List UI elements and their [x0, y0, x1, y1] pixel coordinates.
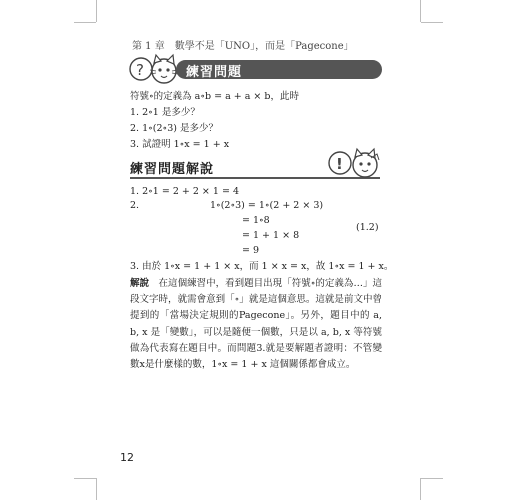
crop-mark [421, 478, 443, 479]
solution-line: 1. 2∘1 = 2 + 2 × 1 = 4 [130, 186, 240, 197]
exercise-title-banner [176, 60, 382, 79]
crop-mark [74, 22, 96, 23]
solution-title: 練習問題解說 [130, 162, 215, 177]
exercise-title: 練習問題 [186, 65, 243, 80]
crop-mark [420, 478, 421, 500]
mascot-cat-exclamation-icon [326, 146, 382, 180]
exercise-item: 1. 2∘1 是多少？ [130, 107, 200, 118]
running-header: 第 1 章 數學不是「UNO」，而是「Pagecone」 [132, 41, 354, 52]
equation-line: 1∘(2∘3) = 1∘(2 + 2 × 3) [210, 200, 324, 211]
crop-mark [421, 22, 443, 23]
crop-mark [420, 0, 421, 22]
explanation-text: 在這個練習中，看到題目出現「符號∘的定義為…」這段文字時，就需會意到「∘」就是這個意思。這就是前文中曾提到的「當場決定規則的Pagecone」。另外，題目中的 a, b, x 是「變數」，可以是隨便一個數，只是以 a, b, x 等符號做為代表寫在題目中。而問題3.就是要解題者證明：不管變數x是什麼樣的數，1∘x = 1 + x 這個關係都會成立。 [130, 278, 382, 371]
page-number: 12 [120, 451, 134, 464]
equation-number: (1.2) [356, 222, 379, 233]
equation-line: = 1∘8 [242, 215, 270, 226]
svg-text:?: ? [136, 61, 144, 79]
crop-mark [96, 478, 97, 500]
exercise-item: 3. 試證明 1∘x = 1 + x [130, 139, 230, 150]
equation-line: = 9 [242, 245, 260, 256]
crop-mark [96, 0, 97, 22]
explanation-paragraph [130, 276, 382, 373]
exercise-item: 2. 1∘(2∘3) 是多少？ [130, 123, 218, 134]
solution-item-label: 2. [130, 200, 140, 211]
equation-line: = 1 + 1 × 8 [242, 230, 300, 241]
explanation-label: 解說 [130, 278, 150, 289]
exercise-intro: 符號∘的定義為 a∘b = a + a × b，此時 [130, 91, 299, 102]
crop-mark [74, 478, 96, 479]
svg-text:!: ! [336, 155, 343, 173]
mascot-cat-question-icon [128, 52, 180, 86]
solution-line: 3. 由於 1∘x = 1 + 1 × x，而 1 × x = x，故 1∘x = 1 + x。 [130, 261, 394, 272]
